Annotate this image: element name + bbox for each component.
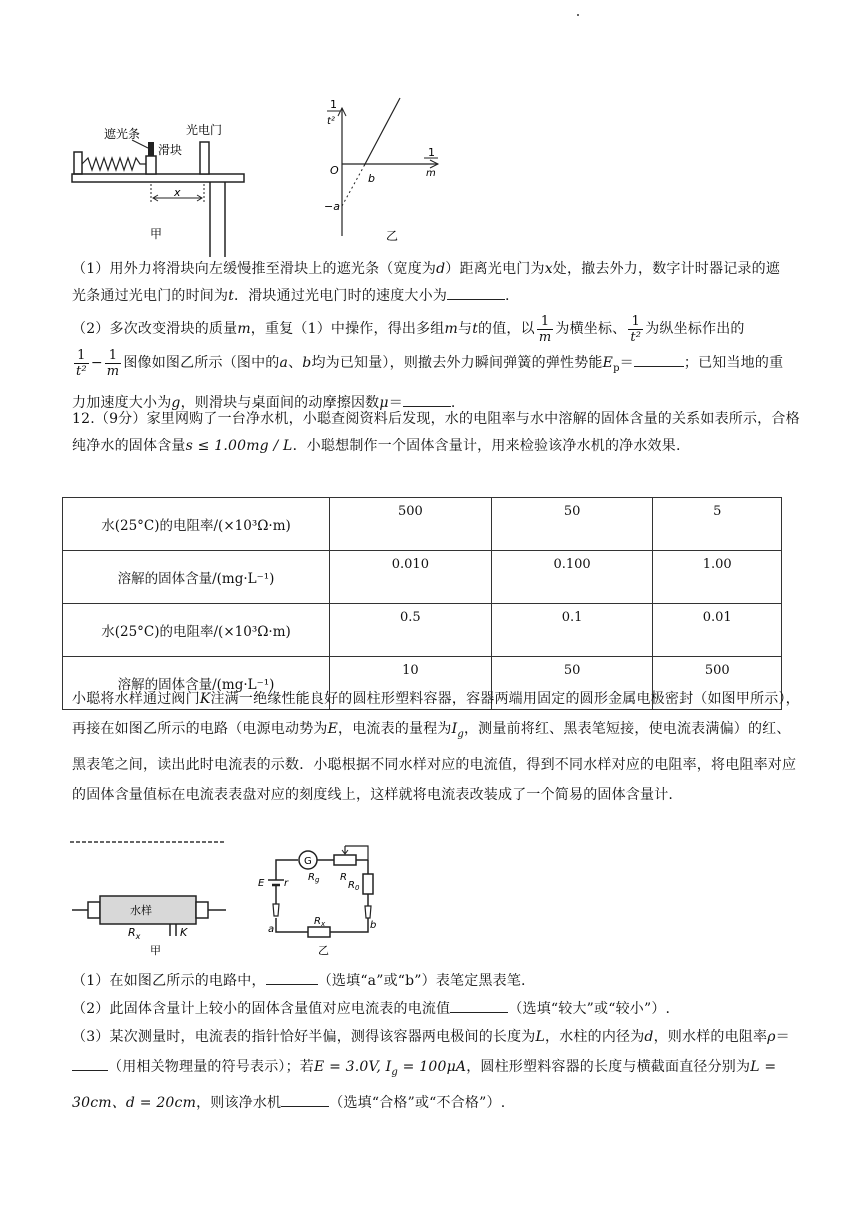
question-12-part-2: （2）此固体含量计上较小的固体含量值对应电流表的电流值 （选填“较大”或“较小”）. bbox=[72, 996, 794, 1023]
table-cell: 50 bbox=[491, 498, 653, 551]
resistor-R0 bbox=[363, 874, 373, 894]
label-photogate: 光电门 bbox=[186, 123, 223, 137]
label-Rx: $R_x$ bbox=[128, 926, 141, 941]
table-row bbox=[63, 551, 782, 604]
figure-spring-apparatus bbox=[70, 112, 250, 260]
light-shield-strip bbox=[148, 142, 154, 156]
track bbox=[72, 174, 244, 182]
x-axis-num: 1 bbox=[428, 146, 435, 159]
answer-blank-friction[interactable] bbox=[403, 392, 451, 407]
x-axis-den: m bbox=[426, 168, 436, 179]
label-x: x bbox=[174, 186, 181, 199]
question-11-part-1: （1）用外力将滑块向左缓慢推至滑块上的遮光条（宽度为d）距离光电门为x处，撤去外力，数字计时器记录的遮光条通过光电门的时间为t．滑块通过光电门时的速度大小为 . bbox=[72, 261, 780, 304]
label-origin: O bbox=[330, 164, 339, 177]
figure-water-container bbox=[68, 840, 234, 960]
answer-blank-current[interactable] bbox=[450, 998, 508, 1013]
caption-yi-2: 乙 bbox=[318, 944, 329, 957]
label-Rg: $R_g$ bbox=[308, 872, 320, 884]
table-cell: 1.00 bbox=[653, 551, 782, 604]
y-axis-den: t² bbox=[327, 116, 335, 127]
probe-b[interactable] bbox=[365, 906, 371, 918]
frac-one-over-m: $\frac{1}{m}$ bbox=[538, 313, 552, 345]
answer-blank-resistivity[interactable] bbox=[72, 1056, 108, 1071]
row-label: 溶解的固体含量/(mg·L⁻¹) bbox=[63, 551, 330, 604]
table-cell: 0.1 bbox=[491, 604, 653, 657]
answer-blank-elastic-energy[interactable] bbox=[634, 352, 684, 367]
table-row bbox=[63, 604, 782, 657]
experiment-description: 小聪将水样通过阀门K注满一绝缘性能良好的圆柱形塑料容器，容器两端用固定的圆形金属电极密封（如图甲所示），再接在如图乙所示的电路（电源电动势为E，电流表的量程为$I_g$，测量前将红、黑表笔短接，使电流表满偏）的红、黑表笔之间，读出此时电流表的示数．小聪根据不同水样对应的电流值，得到不同水样对应的电阻率，将电阻率对应的固体含量值标在电流表表盘对应的刻度线上，这样就将电流表改装成了一个简易的固体含量计. bbox=[72, 691, 800, 803]
label-E: E bbox=[258, 878, 265, 889]
spring bbox=[82, 158, 146, 170]
label-slider: 滑块 bbox=[158, 143, 183, 157]
label-G: G bbox=[304, 856, 312, 867]
resistor-Rx bbox=[308, 927, 330, 937]
resistivity-table bbox=[62, 497, 782, 710]
y-axis-num: 1 bbox=[330, 98, 337, 111]
rheostat-R bbox=[334, 855, 356, 865]
label-Rx-circuit: $R_x$ bbox=[314, 916, 326, 928]
answer-blank-black-probe[interactable] bbox=[266, 970, 318, 985]
table-row bbox=[63, 498, 782, 551]
frac-one-over-t2: $\frac{1}{\text{t²}}$ bbox=[630, 313, 642, 345]
answer-blank-qualified[interactable] bbox=[281, 1092, 329, 1107]
label-R0: $R_0$ bbox=[348, 880, 360, 892]
label-neg-a: −a bbox=[324, 200, 340, 213]
row-label: 水(25°C)的电阻率/(×10³Ω·m) bbox=[63, 604, 330, 657]
question-12-part-3: （3）某次测量时，电流表的指针恰好半偏，测得该容器两电极间的长度为L，水柱的内径为d，则水样的电阻率ρ＝（用相关物理量的符号表示）；若E = 3.0V, $I_g = 100\mu A$，圆柱形塑料容器的长度与横截面直径分别为L = 30cm、d = 20cm，则该净水机 （选填“合格”或“不合格”）. bbox=[72, 1029, 790, 1111]
question-12-part-1: （1）在如图乙所示的电路中， （选填“a”或“b”）表笔定黑表笔. bbox=[72, 968, 794, 995]
caption-jia-2: 甲 bbox=[150, 944, 161, 957]
label-b-probe: b bbox=[370, 920, 377, 931]
row-label: 水(25°C)的电阻率/(×10³Ω·m) bbox=[63, 498, 330, 551]
label-b: b bbox=[368, 172, 375, 185]
label-R: R bbox=[340, 872, 347, 883]
label-r: r bbox=[284, 878, 289, 889]
table-cell: 0.010 bbox=[330, 551, 492, 604]
photogate bbox=[200, 142, 209, 174]
table-cell: 0.5 bbox=[330, 604, 492, 657]
electrode-right bbox=[196, 902, 208, 918]
probe-a[interactable] bbox=[273, 904, 279, 916]
graph-extension bbox=[342, 166, 364, 206]
graph-line bbox=[364, 98, 400, 166]
frac-t2-minus-m: $\frac{1}{\text{t²}}$ bbox=[76, 347, 87, 379]
table-cell: 50 bbox=[491, 657, 653, 710]
table-cell: 0.01 bbox=[653, 604, 782, 657]
caption-yi-1: 乙 bbox=[386, 229, 399, 243]
table-cell: 10 bbox=[330, 657, 492, 710]
slider-block bbox=[146, 156, 156, 174]
table-cell: 500 bbox=[653, 657, 782, 710]
label-K: K bbox=[180, 926, 188, 939]
scan-dot bbox=[577, 14, 579, 16]
electrode-left bbox=[88, 902, 100, 918]
table-cell: 0.100 bbox=[491, 551, 653, 604]
figure-graph bbox=[318, 96, 452, 244]
row-label: 溶解的固体含量/(mg·L⁻¹) bbox=[63, 657, 330, 710]
figure-circuit bbox=[256, 840, 382, 972]
table-cell: 500 bbox=[330, 498, 492, 551]
question-11-part-2: （2）多次改变滑块的质量m，重复（1）中操作，得出多组m与t的值，以 $\frac{1}{m}$ 为横坐标、 $\frac{1}{\text{t²}}$ 为纵坐标作出的 $\frac{1}{\text{t²}}$ − $\frac{1}{m}$ 图像如图乙所示（图中的a、b均为已知量），则撤去外力瞬间弹簧的弹性势能$E_p=$ ；已知当地的重力加速度大小为g，则滑块与桌面间的动摩擦因数μ＝ . bbox=[72, 313, 784, 411]
label-light-strip: 遮光条 bbox=[104, 127, 141, 141]
question-12-intro: 12.（9分）家里网购了一台净水机，小聪查阅资料后发现，水的电阻率与水中溶解的固体含量的关系如表所示，合格纯净水的固体含量s ≤ 1.00mg / L．小聪想制作一个固体含量计，用来检验该净水机的净水效果. bbox=[72, 411, 800, 454]
label-a: a bbox=[268, 924, 275, 935]
wall-block bbox=[74, 152, 82, 174]
label-water-sample: 水样 bbox=[130, 904, 152, 917]
caption-jia-1: 甲 bbox=[150, 227, 163, 241]
table-cell: 5 bbox=[653, 498, 782, 551]
answer-blank-velocity[interactable] bbox=[447, 285, 505, 300]
